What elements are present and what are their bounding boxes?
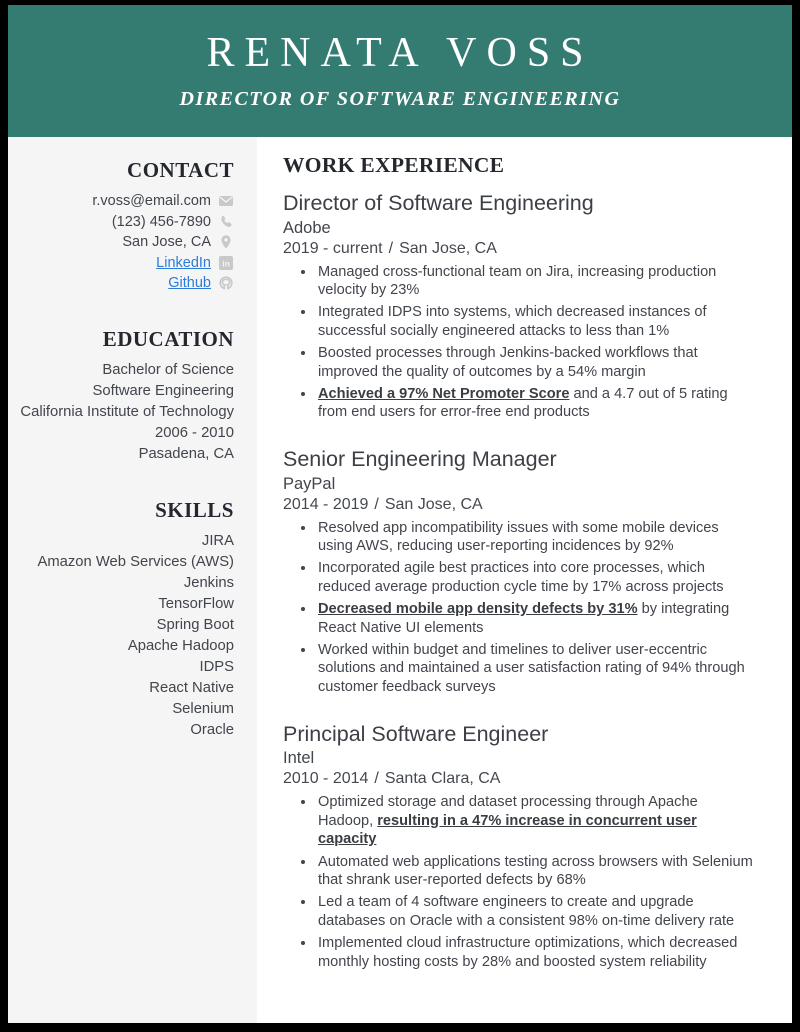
date-location-separator: / xyxy=(388,239,394,257)
job-company: Adobe xyxy=(283,218,331,237)
job-dates: 2019 - current xyxy=(283,239,383,257)
skill-item: IDPS xyxy=(199,658,234,675)
bullet-item: • Achieved a 97% Net Promoter Score and a 4.7 out of 5 rating from end users for error-free end products xyxy=(316,385,754,422)
bullet-item: • Automated web applications testing across browsers with Selenium that shrank user-reported defects by 68% xyxy=(316,853,754,890)
emphasized-achievement: Decreased mobile app density defects by 31% xyxy=(318,601,638,618)
job-entry xyxy=(283,191,754,422)
contact-item xyxy=(18,253,234,274)
job-bullet-list xyxy=(283,519,754,697)
job-bullet-list xyxy=(283,793,754,971)
education-line: Bachelor of Science xyxy=(102,361,234,378)
bullet-item: • Integrated IDPS into systems, which decreased instances of successful socially engineered attacks to less than 1% xyxy=(316,303,754,340)
contact-item xyxy=(18,212,234,233)
job-entry xyxy=(283,447,754,697)
person-job-title: DIRECTOR OF SOFTWARE ENGINEERING xyxy=(179,87,621,110)
phone-icon xyxy=(218,214,234,230)
skill-item: Jenkins xyxy=(183,574,234,591)
education-section xyxy=(18,327,234,465)
skill-item: Oracle xyxy=(190,721,234,738)
skills-heading: SKILLS xyxy=(155,497,234,522)
person-name: RENATA VOSS xyxy=(206,30,594,77)
job-dates-location xyxy=(283,496,754,514)
date-location-separator: / xyxy=(374,495,379,513)
job-dates-location xyxy=(283,240,754,258)
contact-heading: CONTACT xyxy=(127,158,234,182)
linkedin-icon xyxy=(218,255,234,271)
skill-item: Spring Boot xyxy=(156,616,234,633)
sidebar xyxy=(8,137,257,1023)
svg-text:in: in xyxy=(222,258,230,269)
job-dates-location xyxy=(283,770,754,788)
skill-item: JIRA xyxy=(201,532,234,549)
job-title: Principal Software Engineer xyxy=(283,721,549,746)
contact-section xyxy=(18,158,234,294)
education-line: Pasadena, CA xyxy=(138,445,234,462)
job-location: San Jose, CA xyxy=(399,239,497,257)
bullet-item: • Decreased mobile app density defects by 31% by integrating React Native UI elements xyxy=(316,600,754,637)
bullet-item: • Implemented cloud infrastructure optimizations, which decreased monthly hosting costs by 28% and boosted system reliability xyxy=(316,934,754,971)
linkedin-link[interactable]: LinkedIn xyxy=(156,254,211,271)
job-company: PayPal xyxy=(283,474,336,493)
education-line: Software Engineering xyxy=(92,382,234,399)
bullet-item: • Worked within budget and timelines to deliver user-eccentric solutions and maintained a user satisfaction rating of 94% through customer feedback surveys xyxy=(316,641,754,697)
emphasized-achievement: resulting in a 47% increase in concurrent user capacity xyxy=(318,812,697,848)
job-dates: 2010 - 2014 xyxy=(283,770,369,788)
bullet-item: • Incorporated agile best practices into core processes, which reduced average production cycle time by 17% across projects xyxy=(316,559,754,596)
date-location-separator: / xyxy=(374,770,379,788)
bullet-item: • Led a team of 4 software engineers to create and upgrade databases on Oracle with a consistent 98% on-time delivery rate xyxy=(316,893,754,930)
skill-item: React Native xyxy=(149,679,234,696)
job-company: Intel xyxy=(283,749,315,768)
bullet-item: • Managed cross-functional team on Jira, increasing production velocity by 23% xyxy=(316,263,754,300)
work-experience-heading: WORK EXPERIENCE xyxy=(283,153,505,177)
education-heading: EDUCATION xyxy=(102,326,234,351)
job-location: San Jose, CA xyxy=(384,495,483,513)
content-area xyxy=(8,137,792,1023)
contact-label: San Jose, CA xyxy=(122,234,211,250)
contact-label: r.voss@email.com xyxy=(92,193,211,209)
skill-item: TensorFlow xyxy=(158,595,234,612)
contact-item xyxy=(18,191,234,212)
jobs-container xyxy=(283,191,754,971)
skill-item: Apache Hadoop xyxy=(127,637,234,654)
github-icon xyxy=(218,275,234,291)
bullet-item: • Resolved app incompatibility issues with some mobile devices using AWS, reducing user-reporting incidences by 92% xyxy=(316,519,754,556)
education-line: California Institute of Technology xyxy=(20,403,234,420)
skills-list xyxy=(18,531,234,741)
bullet-item: • Optimized storage and dataset processing through Apache Hadoop, resulting in a 47% increase in concurrent user capacity xyxy=(316,793,754,849)
skill-item: Selenium xyxy=(172,700,234,717)
job-bullet-list xyxy=(283,263,754,422)
contact-item xyxy=(18,273,234,294)
education-line: 2006 - 2010 xyxy=(155,424,234,441)
job-entry xyxy=(283,722,754,972)
job-location: Santa Clara, CA xyxy=(384,770,501,788)
job-dates: 2014 - 2019 xyxy=(283,495,369,513)
education-list xyxy=(18,360,234,465)
job-title: Senior Engineering Manager xyxy=(283,446,557,471)
work-experience-section xyxy=(257,137,792,1023)
bullet-item: • Boosted processes through Jenkins-backed workflows that improved the quality of outcomes by a 54% margin xyxy=(316,344,754,381)
header-banner xyxy=(8,5,792,137)
skill-item: Amazon Web Services (AWS) xyxy=(37,553,234,570)
contact-list xyxy=(18,191,234,294)
contact-item xyxy=(18,232,234,253)
job-title: Director of Software Engineering xyxy=(283,191,594,215)
envelope-icon xyxy=(218,193,234,209)
emphasized-achievement: Achieved a 97% Net Promoter Score xyxy=(318,385,570,402)
skills-section xyxy=(18,498,234,741)
location-pin-icon xyxy=(218,234,234,250)
contact-label: (123) 456-7890 xyxy=(111,213,211,230)
github-link[interactable]: Github xyxy=(168,275,211,291)
